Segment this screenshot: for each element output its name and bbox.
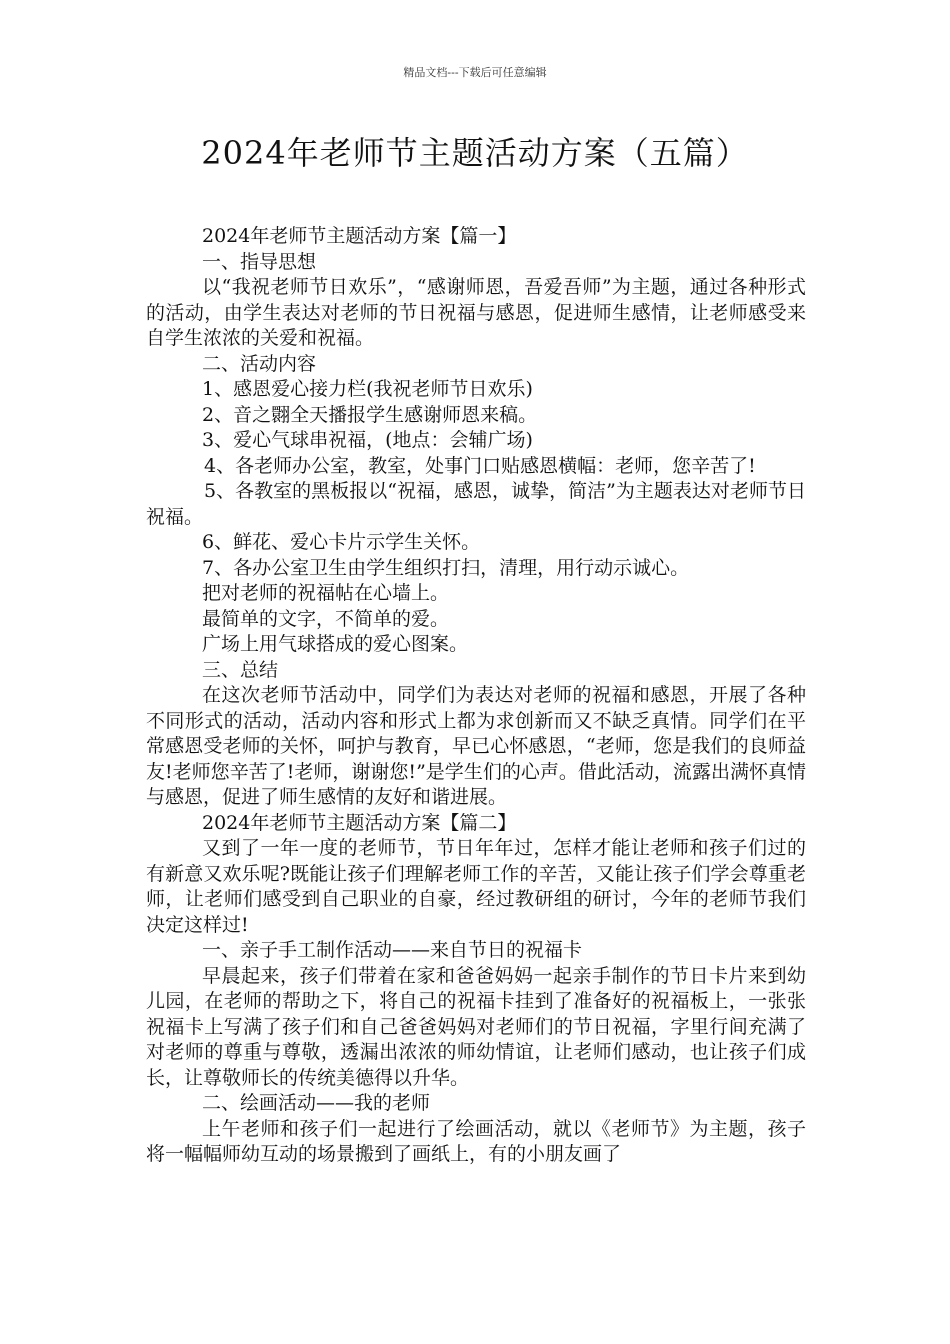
list-item: 6、鲜花、爱心卡片示学生关怀。 — [202, 531, 481, 553]
list-item: 1、感恩爱心接力栏(我祝老师节日欢乐) — [202, 378, 533, 400]
paragraph: 把对老师的祝福帖在心墙上。 — [202, 582, 450, 604]
subheading: 一、指导思想 — [202, 250, 317, 273]
header-note: 精品文档---下载后可任意编辑 — [403, 66, 547, 79]
paragraph: 又到了一年一度的老师节，节日年年过，怎样才能让老师和孩子们过的有新意又欢乐呢?既能让孩子们理解老师工作的辛苦，又能让孩子们学会尊重老师，让老师们感受到自己职业的自豪，经过教研组的研讨，今年的老师节我们决定这样过! — [146, 837, 806, 936]
subheading: 二、绘画活动——我的老师 — [202, 1092, 431, 1114]
list-item: 7、各办公室卫生由学生组织打扫，清理，用行动示诚心。 — [202, 556, 690, 579]
list-item: 5、各教室的黑板报以“祝福，感恩，诚挚，简洁”为主题表达对老师节日祝福。 — [146, 480, 806, 528]
section-heading: 2024年老师节主题活动方案【篇一】 — [202, 225, 517, 247]
subheading: 二、活动内容 — [202, 352, 317, 375]
document-body — [146, 224, 806, 1168]
list-item: 2、音之翾全天播报学生感谢师恩来稿。 — [202, 403, 538, 426]
paragraph: 最简单的文字，不简单的爱。 — [202, 607, 450, 630]
paragraph: 在这次老师节活动中，同学们为表达对老师的祝福和感恩，开展了各种不同形式的活动，活动内容和形式上都为求创新而又不缺乏真情。同学们在平常感恩受老师的关怀，呵护与教育，早已心怀感恩，“老师，您是我们的良师益友!老师您辛苦了!老师，谢谢您!”是学生们的心声。借此活动，流露出满怀真情与感恩，促进了师生感情的友好和谐进展。 — [146, 684, 806, 808]
section-heading: 2024年老师节主题活动方案【篇二】 — [202, 811, 517, 834]
paragraph: 广场上用气球搭成的爱心图案。 — [202, 633, 469, 655]
paragraph: 以“我祝老师节日欢乐”，“感谢师恩，吾爱吾师”为主题，通过各种形式的活动，由学生表达对老师的节日祝福与感恩，促进师生感情，让老师感受来自学生浓浓的关爱和祝福。 — [146, 276, 806, 349]
paragraph: 上午老师和孩子们一起进行了绘画活动，就以《老师节》为主题，孩子将一幅幅师幼互动的场景搬到了画纸上，有的小朋友画了 — [146, 1117, 806, 1165]
document-title: 2024年老师节主题活动方案（五篇） — [201, 134, 749, 172]
subheading: 三、总结 — [202, 658, 279, 681]
subheading: 一、亲子手工制作活动——来自节日的祝福卡 — [202, 939, 583, 961]
list-item: 3、爱心气球串祝福，(地点：会辅广场) — [202, 429, 533, 451]
list-item: 4、各老师办公室，教室，处事门口贴感恩横幅：老师，您辛苦了! — [204, 454, 756, 477]
paragraph: 早晨起来，孩子们带着在家和爸爸妈妈一起亲手制作的节日卡片来到幼儿园，在老师的帮助之下，将自己的祝福卡挂到了准备好的祝福板上，一张张祝福卡上写满了孩子们和自己爸爸妈妈对老师们的节日祝福，字里行间充满了对老师的尊重与尊敬，透漏出浓浓的师幼情谊，让老师们感动，也让孩子们成长，让尊敬师长的传统美德得以升华。 — [146, 964, 806, 1089]
